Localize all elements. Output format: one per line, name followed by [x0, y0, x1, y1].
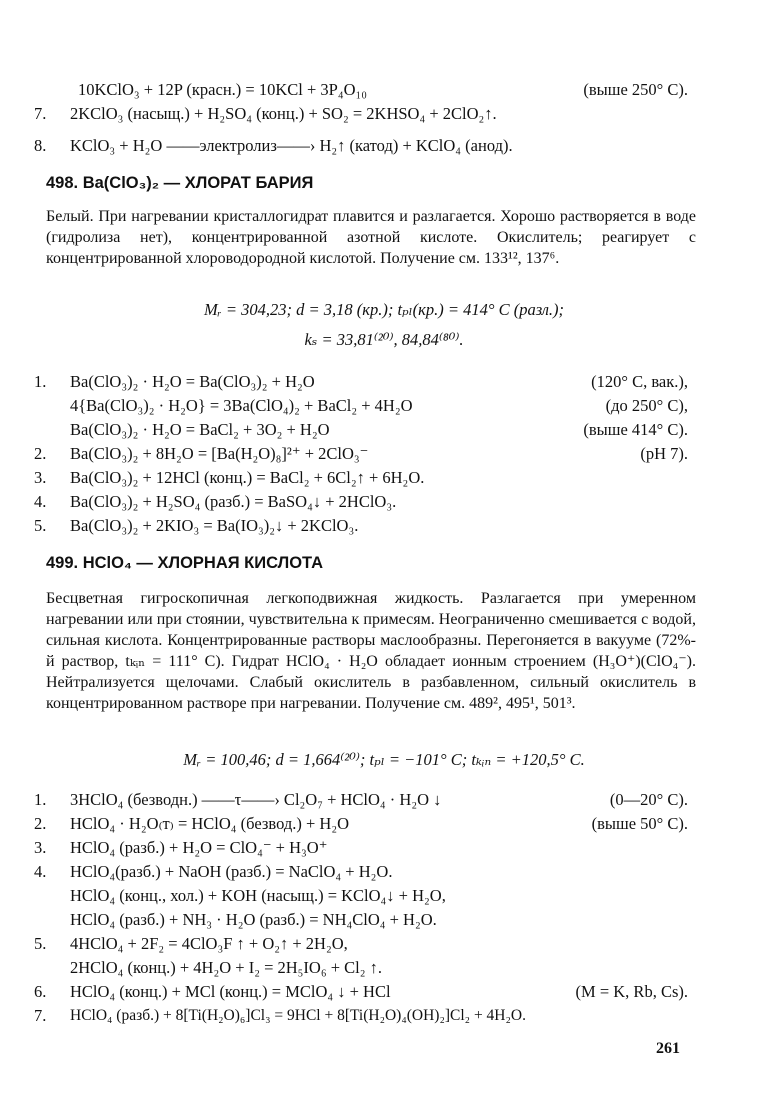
- reaction-equation: HClO₄ (разб.) + H₂O = ClO₄⁻ + H₃O⁺: [70, 838, 328, 857]
- reaction-equation: 2HClO₄ (конц.) + 4H₂O + I₂ = 2H₅IO₆ + Cl₂ ↑.: [70, 958, 382, 977]
- reaction-number: 3.: [34, 468, 47, 487]
- section-description: Белый. При нагревании кристаллогидрат плавится и разлагается. Хорошо растворяется в воде (гидролиза нет), концентрированной азотной кислоте. Окислитель; реагирует с концентрированной хлороводородной кислотой. Получение см. 133¹², 137⁶.: [46, 208, 696, 267]
- section-heading: 499. HClO₄ — ХЛОРНАЯ КИСЛОТА: [46, 554, 323, 572]
- reaction-number: 2.: [34, 814, 47, 833]
- reaction-number: 4.: [34, 492, 47, 511]
- section-heading: 498. Ba(ClO₃)₂ — ХЛОРАТ БАРИЯ: [46, 174, 314, 192]
- reaction-condition: (выше 50° C).: [591, 814, 688, 833]
- reaction-equation: KClO₃ + H₂O ——электролиз——› H₂↑ (катод) + KClO₄ (анод).: [70, 136, 513, 155]
- reaction-equation: Ba(ClO₃)₂ + H₂SO₄ (разб.) = BaSO₄↓ + 2HClO₃.: [70, 492, 397, 511]
- reaction-equation: 2KClO₃ (насыщ.) + H₂SO₄ (конц.) + SO₂ = 2KHSO₄ + 2ClO₂↑.: [70, 104, 497, 123]
- reaction-number: 3.: [34, 838, 47, 857]
- reaction-equation: HClO₄ (конц., хол.) + KOH (насыщ.) = KClO₄↓ + H₂O,: [70, 886, 446, 905]
- reaction-condition: (выше 250° C).: [583, 80, 688, 99]
- reaction-number: 6.: [34, 982, 47, 1001]
- reaction-condition: (120° C, вак.),: [591, 372, 688, 391]
- reaction-number: 1.: [34, 790, 47, 809]
- section-description: Бесцветная гигроскопичная легкоподвижная жидкость. Разлагается при умеренном нагревании или при стоянии, чувствительна к примесям. Неограниченно смешивается с водой, сильная кислота. Концентрированные растворы маслообразны. Перегоняется в вакууме (72%-й раствор, tₖᵢₙ = 111° C). Гидрат HClO₄ · H₂O обладает ионным строением (H₃O⁺)(ClO₄⁻). Нейтрализуется щелочами. Слабый окислитель в разбавленном, сильный окислитель в концентрированном растворе при нагревании. Получение см. 489², 495¹, 501³.: [46, 590, 696, 712]
- properties-line: Mᵣ = 100,46; d = 1,664⁽²⁰⁾; tₚₗ = −101° C; tₖᵢₙ = +120,5° C.: [183, 750, 585, 769]
- reaction-equation: HClO₄ (конц.) + MCl (конц.) = MClO₄ ↓ + HCl: [70, 982, 391, 1001]
- reaction-equation: Ba(ClO₃)₂ · H₂O = BaCl₂ + 3O₂ + H₂O: [70, 420, 330, 439]
- reaction-equation: Ba(ClO₃)₂ · H₂O = Ba(ClO₃)₂ + H₂O: [70, 372, 315, 391]
- reaction-number: 5.: [34, 516, 47, 535]
- reaction-equation: Ba(ClO₃)₂ + 12HCl (конц.) = BaCl₂ + 6Cl₂↑ + 6H₂O.: [70, 468, 425, 487]
- reaction-equation: 4{Ba(ClO₃)₂ · H₂O} = 3Ba(ClO₄)₂ + BaCl₂ + 4H₂O: [70, 396, 413, 415]
- reaction-condition: (pH 7).: [640, 444, 688, 463]
- reaction-number: 5.: [34, 934, 47, 953]
- reaction-equation: Ba(ClO₃)₂ + 8H₂O = [Ba(H₂O)₈]²⁺ + 2ClO₃⁻: [70, 444, 369, 463]
- reaction-condition: (M = K, Rb, Cs).: [575, 982, 688, 1001]
- properties-line: Mᵣ = 304,23; d = 3,18 (кр.); tₚₗ(кр.) = 414° C (разл.);: [203, 300, 565, 319]
- page-number: 261: [656, 1040, 680, 1057]
- reaction-equation: 10KClO₃ + 12P (красн.) = 10KCl + 3P₄O₁₀: [78, 80, 367, 99]
- reaction-equation: Ba(ClO₃)₂ + 2KIO₃ = Ba(IO₃)₂↓ + 2KClO₃.: [70, 516, 359, 535]
- reaction-number: 7.: [34, 104, 47, 123]
- reaction-equation: HClO₄(разб.) + NaOH (разб.) = NaClO₄ + H₂O.: [70, 862, 393, 881]
- reaction-number: 7.: [34, 1006, 47, 1025]
- properties-line: kₛ = 33,81⁽²⁰⁾, 84,84⁽⁸⁰⁾.: [304, 330, 464, 349]
- reaction-number: 4.: [34, 862, 47, 881]
- reaction-condition: (до 250° C),: [605, 396, 688, 415]
- reaction-equation: HClO₄ · H₂O₍т₎ = HClO₄ (безвод.) + H₂O: [70, 814, 349, 833]
- reaction-condition: (0—20° C).: [609, 790, 688, 809]
- reaction-equation: HClO₄ (разб.) + 8[Ti(H₂O)₆]Cl₃ = 9HCl + 8[Ti(H₂O)₄(OH)₂]Cl₂ + 4H₂O.: [70, 1007, 526, 1024]
- reaction-number: 8.: [34, 136, 47, 155]
- reaction-equation: HClO₄ (разб.) + NH₃ · H₂O (разб.) = NH₄ClO₄ + H₂O.: [70, 910, 437, 929]
- reaction-equation: 4HClO₄ + 2F₂ = 4ClO₃F ↑ + O₂↑ + 2H₂O,: [70, 934, 348, 953]
- reaction-number: 2.: [34, 444, 47, 463]
- reaction-number: 1.: [34, 372, 47, 391]
- reaction-condition: (выше 414° C).: [583, 420, 688, 439]
- reaction-equation: 3HClO₄ (безводн.) ——τ——› Cl₂O₇ + HClO₄ · H₂O ↓: [70, 790, 442, 809]
